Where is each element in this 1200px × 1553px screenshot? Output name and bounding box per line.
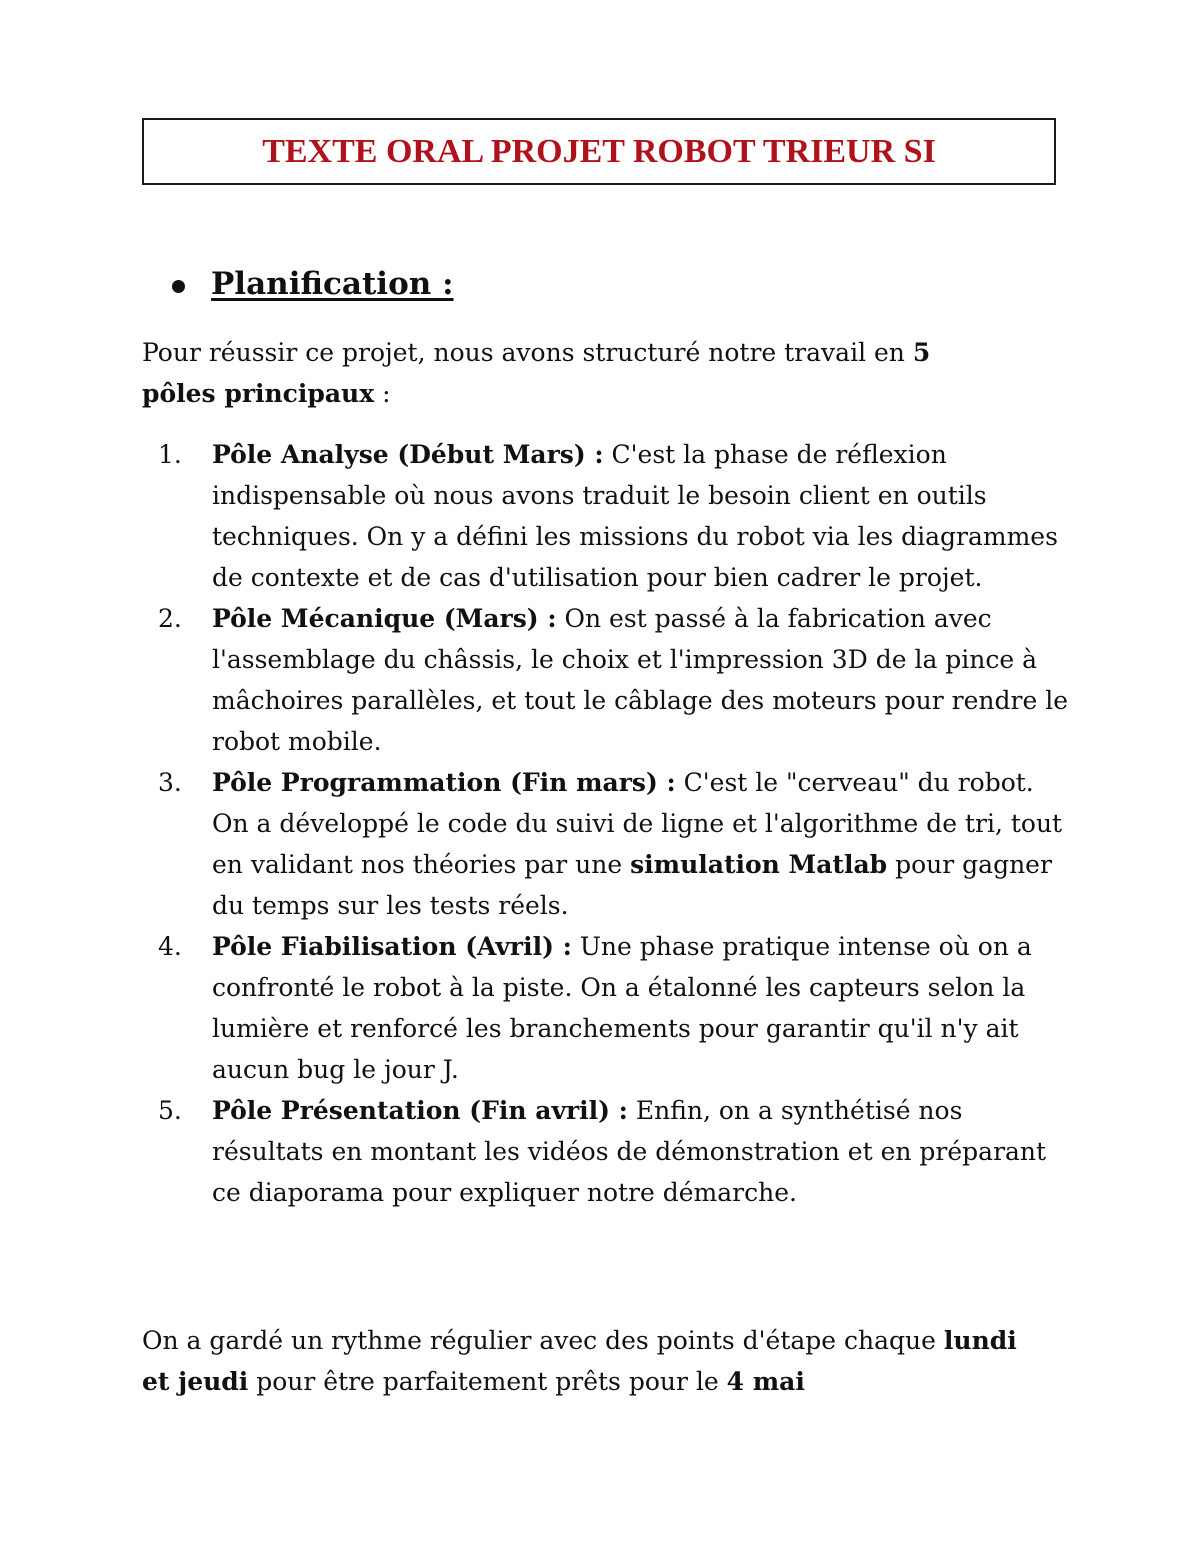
intro-bold-number: 5 <box>912 338 931 367</box>
closing-bold-date: 4 mai <box>726 1367 805 1396</box>
section-heading-text: Planification : <box>211 266 454 302</box>
list-item-title: Pôle Fiabilisation (Avril) : <box>212 932 572 961</box>
title-box <box>142 118 1056 185</box>
intro-paragraph <box>142 332 1042 414</box>
closing-bold-days: lundi et jeudi <box>142 1326 1017 1396</box>
list-item <box>142 1090 1072 1213</box>
list-item-title: Pôle Programmation (Fin mars) : <box>212 768 676 797</box>
list-item-text: Enfin, on a synthétisé nos résultats en montant les vidéos de démonstration et en préparant ce diaporama pour expliquer notre démarche. <box>212 1096 1047 1207</box>
section-heading <box>172 262 454 306</box>
list-item-number: 3. <box>158 768 182 797</box>
document-title: TEXTE ORAL PROJET ROBOT TRIEUR SI <box>262 132 936 170</box>
list-item-text-end: pour gagner du temps sur les tests réels. <box>212 850 1052 920</box>
list-item <box>142 598 1072 762</box>
list-item-text: On est passé à la fabrication avec l'assemblage du châssis, le choix et l'impression 3D de la pince à mâchoires parallèles, et tout le câblage des moteurs pour rendre le robot mobile. <box>212 604 1069 756</box>
list-item-text: C'est le "cerveau" du robot. On a développé le code du suivi de ligne et l'algorithme de tri, tout en validant nos théories par une <box>212 768 1063 879</box>
list-item-bold-text: simulation Matlab <box>630 850 888 879</box>
bullet-icon <box>172 280 185 293</box>
list-item-text: Une phase pratique intense où on a confronté le robot à la piste. On a étalonné les capteurs selon la lumière et renforcé les branchements pour garantir qu'il n'y ait aucun bug le jour J. <box>212 932 1032 1084</box>
list-item-number: 4. <box>158 932 182 961</box>
list-item <box>142 762 1072 926</box>
list-item <box>142 434 1072 598</box>
list-item-title: Pôle Présentation (Fin avril) : <box>212 1096 628 1125</box>
intro-text-end: : <box>374 379 391 408</box>
closing-text-mid: pour être parfaitement prêts pour le <box>248 1367 727 1396</box>
intro-text: Pour réussir ce projet, nous avons structuré notre travail en <box>142 338 913 367</box>
steps-list <box>142 434 1072 1213</box>
closing-paragraph <box>142 1320 1042 1402</box>
closing-text: On a gardé un rythme régulier avec des points d'étape chaque <box>142 1326 944 1355</box>
list-item <box>142 926 1072 1090</box>
list-item-number: 2. <box>158 604 182 633</box>
list-item-title: Pôle Analyse (Début Mars) : <box>212 440 604 469</box>
list-item-text: C'est la phase de réflexion indispensable où nous avons traduit le besoin client en outils techniques. On y a défini les missions du robot via les diagrammes de contexte et de cas d'utilisation pour bien cadrer le projet. <box>212 440 1058 592</box>
list-item-number: 1. <box>158 440 182 469</box>
intro-bold-poles: pôles principaux <box>142 379 375 408</box>
list-item-number: 5. <box>158 1096 182 1125</box>
list-item-title: Pôle Mécanique (Mars) : <box>212 604 557 633</box>
